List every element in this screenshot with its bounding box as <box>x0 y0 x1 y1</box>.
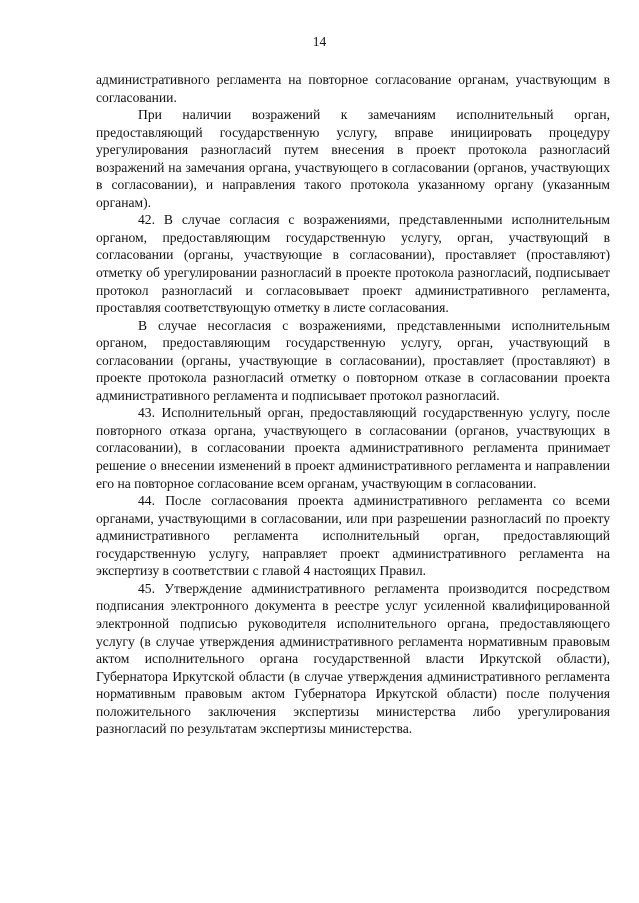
paragraph-5: 43. Исполнительный орган, предоставляющий государственную услугу, после повторного отказа органа, участвующего в согласовании (органов, участвующих в согласовании), в согласовании проекта административного регламента принимает решение о внесении изменений в проект административного регламента и направлении его на повторное согласование всем органам, участвующим в согласовании. <box>96 405 610 491</box>
paragraph-3: 42. В случае согласия с возражениями, представленными исполнительным органом, предоставляющим государственную услугу, орган, участвующий в согласовании (органы, участвующие в согласовании), проставляет (проставляют) отметку об урегулировании разногласий в проекте протокола разногласий, подписывает протокол разногласий и согласовывает проект административного регламента, проставляя соответствующую отметку в листе согласования. <box>96 212 610 316</box>
paragraph-4: В случае несогласия с возражениями, представленными исполнительным органом, предоставляющим государственную услугу, орган, участвующий в согласовании (органы, участвующие в согласовании), проставляет (проставляют) в проекте протокола разногласий отметку о повторном отказе в согласовании проекта административного регламента и подписывает протокол разногласий. <box>96 317 610 403</box>
paragraph-6: 44. После согласования проекта административного регламента со всеми органами, участвующими в согласовании, или при разрешении разногласий по проекту административного регламента исполнительный орган, предоставляющий государственную услугу, направляет проект административного регламента на экспертизу в соответствии с главой 4 настоящих Правил. <box>96 493 610 579</box>
paragraph-7: 45. Утверждение административного регламента производится посредством подписания электронного документа в реестре услуг усиленной квалифицированной электронной подписью руководителя исполнительного органа, предоставляющего услугу (в случае утверждения административного регламента нормативным правовым актом исполнительного органа государственной власти Иркутской области), Губернатора Иркутской области (в случае утверждения административного регламента нормативным правовым актом Губернатора Иркутской области) после получения положительного заключения экспертизы министерства либо урегулирования разногласий по результатам экспертизы министерства. <box>96 580 610 737</box>
document-body <box>96 71 610 738</box>
paragraph-1: административного регламента на повторное согласование органам, участвующим в согласовании. <box>96 72 610 105</box>
page-number: 14 <box>312 34 327 49</box>
paragraph-2: При наличии возражений к замечаниям исполнительный орган, предоставляющий государственную услугу, вправе инициировать процедуру урегулирования разногласий путем внесения в проект протокола разногласий возражений на замечания органа, участвующего в согласовании (органов, участвующих в согласовании), и направления такого протокола указанному органу (указанным органам). <box>96 107 610 210</box>
